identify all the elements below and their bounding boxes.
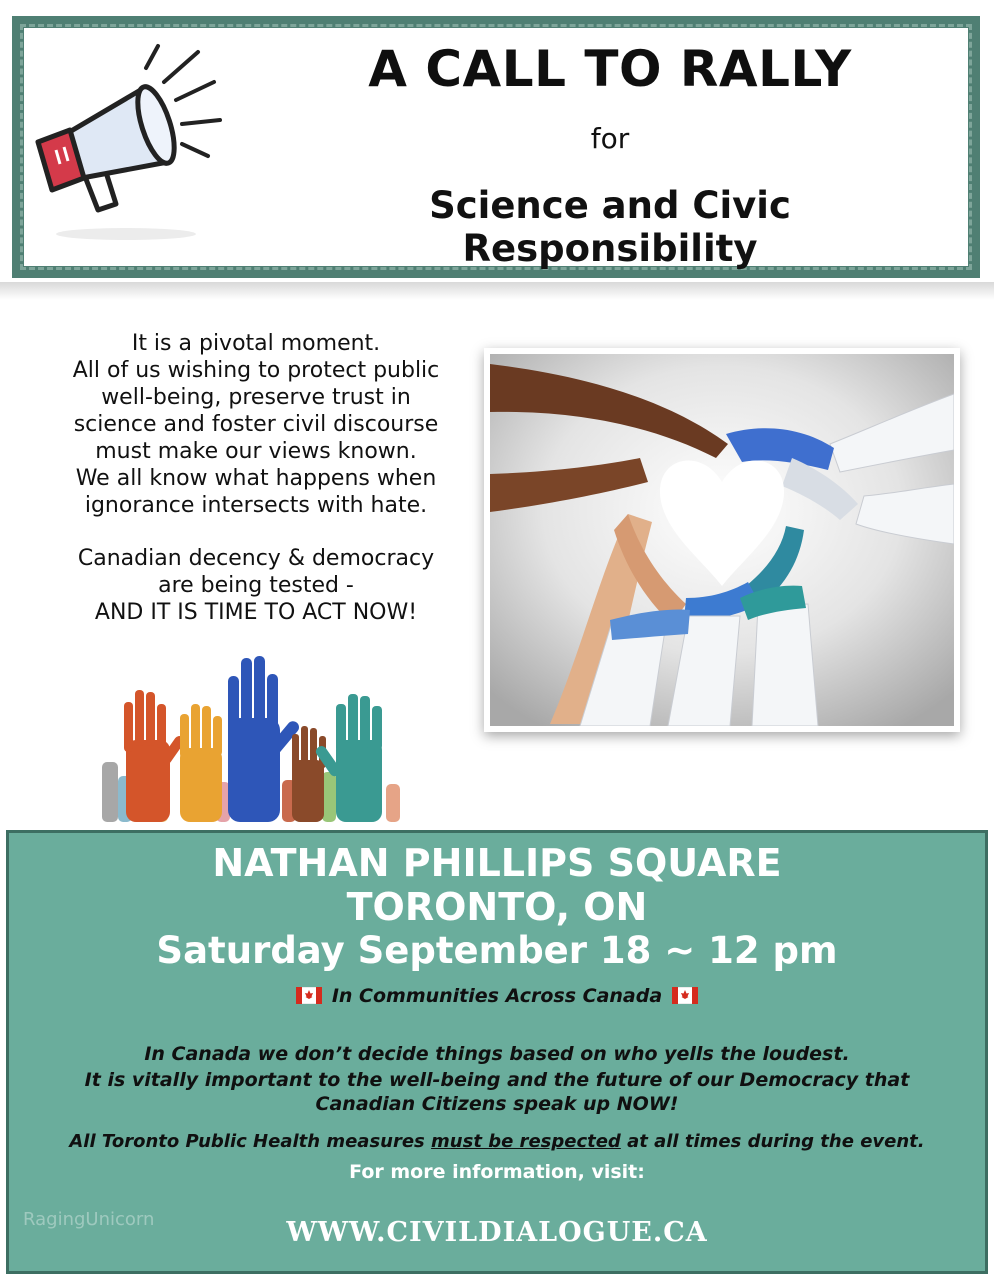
rally-title: A CALL TO RALLY: [368, 40, 852, 98]
heart-hands-photo: [484, 348, 960, 732]
event-location-name: NATHAN PHILLIPS SQUARE: [212, 841, 782, 885]
website-link[interactable]: WWW.CIVILDIALOGUE.CA: [286, 1217, 708, 1248]
megaphone-icon: [26, 38, 222, 244]
message-line-1: In Canada we don’t decide things based on who yells the loudest.: [144, 1043, 850, 1065]
message-line-3: Canadian Citizens speak up NOW!: [315, 1093, 679, 1115]
communities-text: In Communities Across Canada: [331, 985, 663, 1007]
intro-line: well-being, preserve trust in: [101, 385, 411, 410]
intro-line: science and foster civil discourse: [73, 412, 439, 437]
communities-line: [9, 985, 985, 1007]
health-emphasis: must be respected: [431, 1131, 621, 1152]
message-line-2: It is vitally important to the well-being and the future of our Democracy that: [84, 1069, 910, 1091]
more-info-label: For more information, visit:: [349, 1161, 645, 1183]
intro-line: All of us wishing to protect public: [72, 358, 440, 383]
watermark: RagingUnicorn: [23, 1209, 155, 1230]
intro-text: [36, 330, 476, 626]
event-datetime: Saturday September 18 ~ 12 pm: [156, 929, 838, 972]
health-text-start: All Toronto Public Health measures: [69, 1131, 432, 1152]
intro-line: It is a pivotal moment.: [131, 331, 381, 356]
intro-line: We all know what happens when: [75, 466, 437, 491]
heart-hands-image: [490, 354, 954, 726]
intro-line: are being tested -: [158, 573, 354, 598]
canada-flag-icon: [296, 987, 322, 1004]
rally-subtitle: Science and Civic Responsibility: [429, 184, 791, 270]
intro-line: ignorance intersects with hate.: [84, 493, 428, 518]
raised-hands-illustration: [96, 652, 408, 822]
event-location-city: TORONTO, ON: [346, 885, 648, 929]
intro-line: must make our views known.: [95, 439, 417, 464]
event-panel: [6, 830, 988, 1274]
health-text-end: at all times during the event.: [620, 1131, 925, 1152]
intro-line: AND IT IS TIME TO ACT NOW!: [94, 600, 418, 625]
canada-flag-icon: [672, 987, 698, 1004]
rally-for: for: [590, 122, 630, 155]
banner-shadow: [0, 282, 994, 300]
intro-line: Canadian decency & democracy: [77, 546, 435, 571]
health-measures-note: [9, 1131, 985, 1152]
